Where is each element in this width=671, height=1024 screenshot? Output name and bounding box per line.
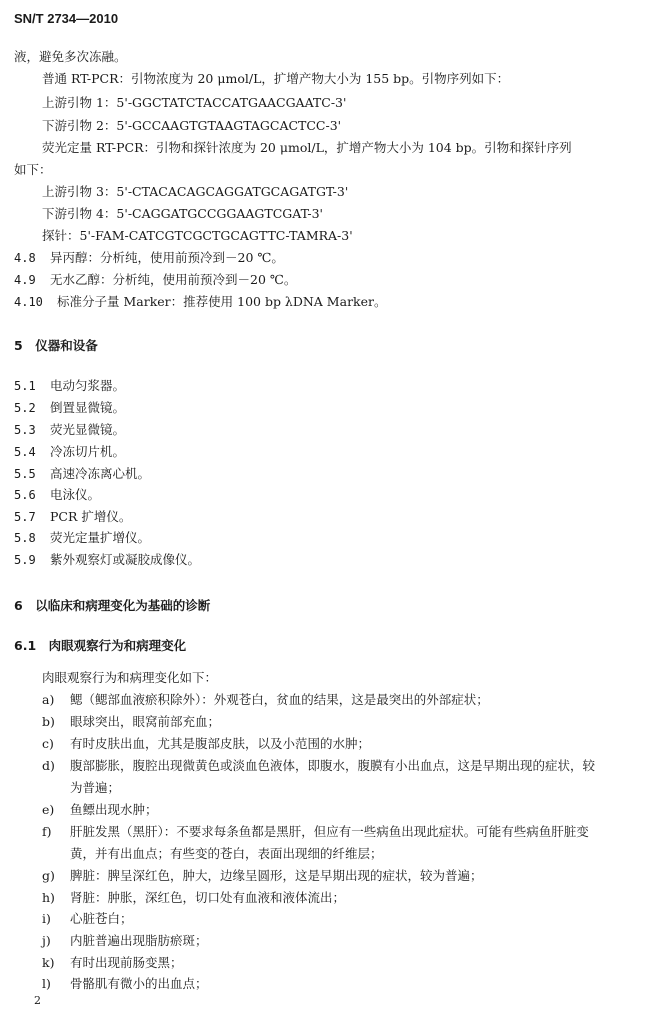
list-text: 内脏普遍出现脂肪瘀斑； bbox=[70, 933, 208, 948]
equipment-text: 电泳仪。 bbox=[50, 487, 101, 502]
list-text: 鱼鳔出现水肿； bbox=[70, 802, 158, 817]
reagent-text: 标准分子量 Marker：推荐使用 100 bp λDNA Marker。 bbox=[57, 294, 387, 309]
list-item bbox=[42, 911, 133, 927]
equipment-item bbox=[14, 400, 125, 416]
list-label: b) bbox=[42, 714, 55, 729]
equipment-number: 5.1 bbox=[14, 379, 36, 393]
primer-3: 上游引物 3：5'-CTACACAGCAGGATGCAGATGT-3' bbox=[42, 184, 349, 199]
equipment-item bbox=[14, 444, 125, 460]
list-label: k) bbox=[42, 955, 55, 970]
reagent-item bbox=[14, 272, 296, 288]
list-label: l) bbox=[42, 976, 51, 991]
list-text: 鳃（鳃部血液瘀积除外）：外观苍白，贫血的结果，这是最突出的外部症状； bbox=[70, 692, 489, 707]
equipment-text: 紫外观察灯或凝胶成像仪。 bbox=[50, 552, 201, 567]
list-label: d) bbox=[42, 758, 55, 773]
equipment-item bbox=[14, 378, 125, 394]
list-label: e) bbox=[42, 802, 55, 817]
list-item bbox=[42, 933, 208, 949]
equipment-text: 倒置显微镜。 bbox=[50, 400, 126, 415]
list-item bbox=[42, 976, 208, 992]
list-label: g) bbox=[42, 868, 55, 883]
list-text: 脾脏：脾呈深红色，肿大，边缘呈圆形，这是早期出现的症状，较为普遍； bbox=[70, 868, 483, 883]
equipment-number: 5.6 bbox=[14, 488, 36, 502]
reagent-number: 4.9 bbox=[14, 273, 36, 287]
equipment-number: 5.8 bbox=[14, 531, 36, 545]
list-text: 肝脏发黑（黑肝）：不要求每条鱼都是黑肝，但应有一些病鱼出现此症状。可能有些病鱼肝脏变 bbox=[70, 824, 589, 839]
equipment-number: 5.4 bbox=[14, 445, 36, 459]
reagent-item bbox=[14, 250, 284, 266]
list-text: 骨骼肌有微小的出血点； bbox=[70, 976, 208, 991]
rt-pcr-paragraph: 普通 RT-PCR：引物浓度为 20 μmol/L，扩增产物大小为 155 bp。引物序列如下： bbox=[42, 71, 510, 86]
list-text: 眼球突出，眼窝前部充血； bbox=[70, 714, 221, 729]
equipment-item bbox=[14, 530, 150, 546]
equipment-text: 高速冷冻离心机。 bbox=[50, 466, 151, 481]
reagent-number: 4.10 bbox=[14, 295, 43, 309]
list-text: 有时皮肤出血，尤其是腹部皮肤，以及小范围的水肿； bbox=[70, 736, 371, 751]
list-item bbox=[42, 890, 345, 906]
section-5-heading: 5 仪器和设备 bbox=[14, 338, 98, 353]
list-item bbox=[42, 714, 220, 730]
reagent-item bbox=[14, 294, 387, 310]
standard-code-header: SN/T 2734—2010 bbox=[14, 11, 119, 26]
primer-4: 下游引物 4：5'-CAGGATGCCGGAAGTCGAT-3' bbox=[42, 206, 323, 221]
equipment-text: 电动匀浆器。 bbox=[50, 378, 126, 393]
equipment-number: 5.3 bbox=[14, 423, 36, 437]
section-6-heading: 6 以临床和病理变化为基础的诊断 bbox=[14, 598, 211, 613]
list-text: 腹部膨胀，腹腔出现微黄色或淡血色液体，即腹水，腹膜有小出血点，这是早期出现的症状，较 bbox=[70, 758, 596, 773]
list-label: c) bbox=[42, 736, 54, 751]
equipment-text: 冷冻切片机。 bbox=[50, 444, 126, 459]
list-item bbox=[42, 824, 589, 840]
list-label: j) bbox=[42, 933, 51, 948]
list-text: 心脏苍白； bbox=[70, 911, 133, 926]
section-6-1-heading: 6.1 肉眼观察行为和病理变化 bbox=[14, 638, 187, 653]
list-text: 有时出现前肠变黑； bbox=[70, 955, 183, 970]
section-6-1-intro: 肉眼观察行为和病理变化如下： bbox=[42, 670, 218, 685]
equipment-text: PCR 扩增仪。 bbox=[50, 509, 132, 524]
probe: 探针：5'-FAM-CATCGTCGCTGCAGTTC-TAMRA-3' bbox=[42, 228, 353, 243]
list-label: h) bbox=[42, 890, 55, 905]
qpcr-paragraph: 荧光定量 RT-PCR：引物和探针浓度为 20 μmol/L，扩增产物大小为 104 bp。引物和探针序列 bbox=[42, 140, 572, 155]
list-item bbox=[42, 802, 158, 818]
list-text-cont: 黄，并有出血点；有些变的苍白，表面出现细的纤维层； bbox=[70, 846, 383, 861]
reagent-number: 4.8 bbox=[14, 251, 36, 265]
equipment-item bbox=[14, 552, 200, 568]
equipment-number: 5.5 bbox=[14, 467, 36, 481]
equipment-number: 5.9 bbox=[14, 553, 36, 567]
list-text: 肾脏：肿胀，深红色，切口处有血液和液体流出； bbox=[70, 890, 346, 905]
equipment-item bbox=[14, 487, 100, 503]
equipment-text: 荧光定量扩增仪。 bbox=[50, 530, 151, 545]
equipment-text: 荧光显微镜。 bbox=[50, 422, 126, 437]
list-label: i) bbox=[42, 911, 51, 926]
list-label: a) bbox=[42, 692, 55, 707]
list-item bbox=[42, 758, 595, 774]
equipment-item bbox=[14, 422, 125, 438]
equipment-number: 5.2 bbox=[14, 401, 36, 415]
list-text-cont: 为普遍； bbox=[70, 780, 121, 795]
reagent-text: 异丙醇：分析纯，使用前预冷到－20 ℃。 bbox=[50, 250, 284, 265]
equipment-number: 5.7 bbox=[14, 510, 36, 524]
primer-2: 下游引物 2：5'-GCCAAGTGTAAGTAGCACTCC-3' bbox=[42, 118, 342, 133]
list-item bbox=[42, 736, 370, 752]
primer-1: 上游引物 1：5'-GGCTATCTACCATGAACGAATC-3' bbox=[42, 95, 347, 110]
page-number: 2 bbox=[34, 994, 41, 1007]
qpcr-paragraph-cont: 如下： bbox=[14, 162, 52, 177]
equipment-item bbox=[14, 466, 150, 482]
list-item bbox=[42, 955, 183, 971]
list-item bbox=[42, 868, 483, 884]
continued-text: 液，避免多次冻融。 bbox=[14, 49, 127, 64]
equipment-item bbox=[14, 509, 131, 525]
list-label: f) bbox=[42, 824, 52, 839]
reagent-text: 无水乙醇：分析纯，使用前预冷到－20 ℃。 bbox=[50, 272, 297, 287]
list-item bbox=[42, 692, 489, 708]
